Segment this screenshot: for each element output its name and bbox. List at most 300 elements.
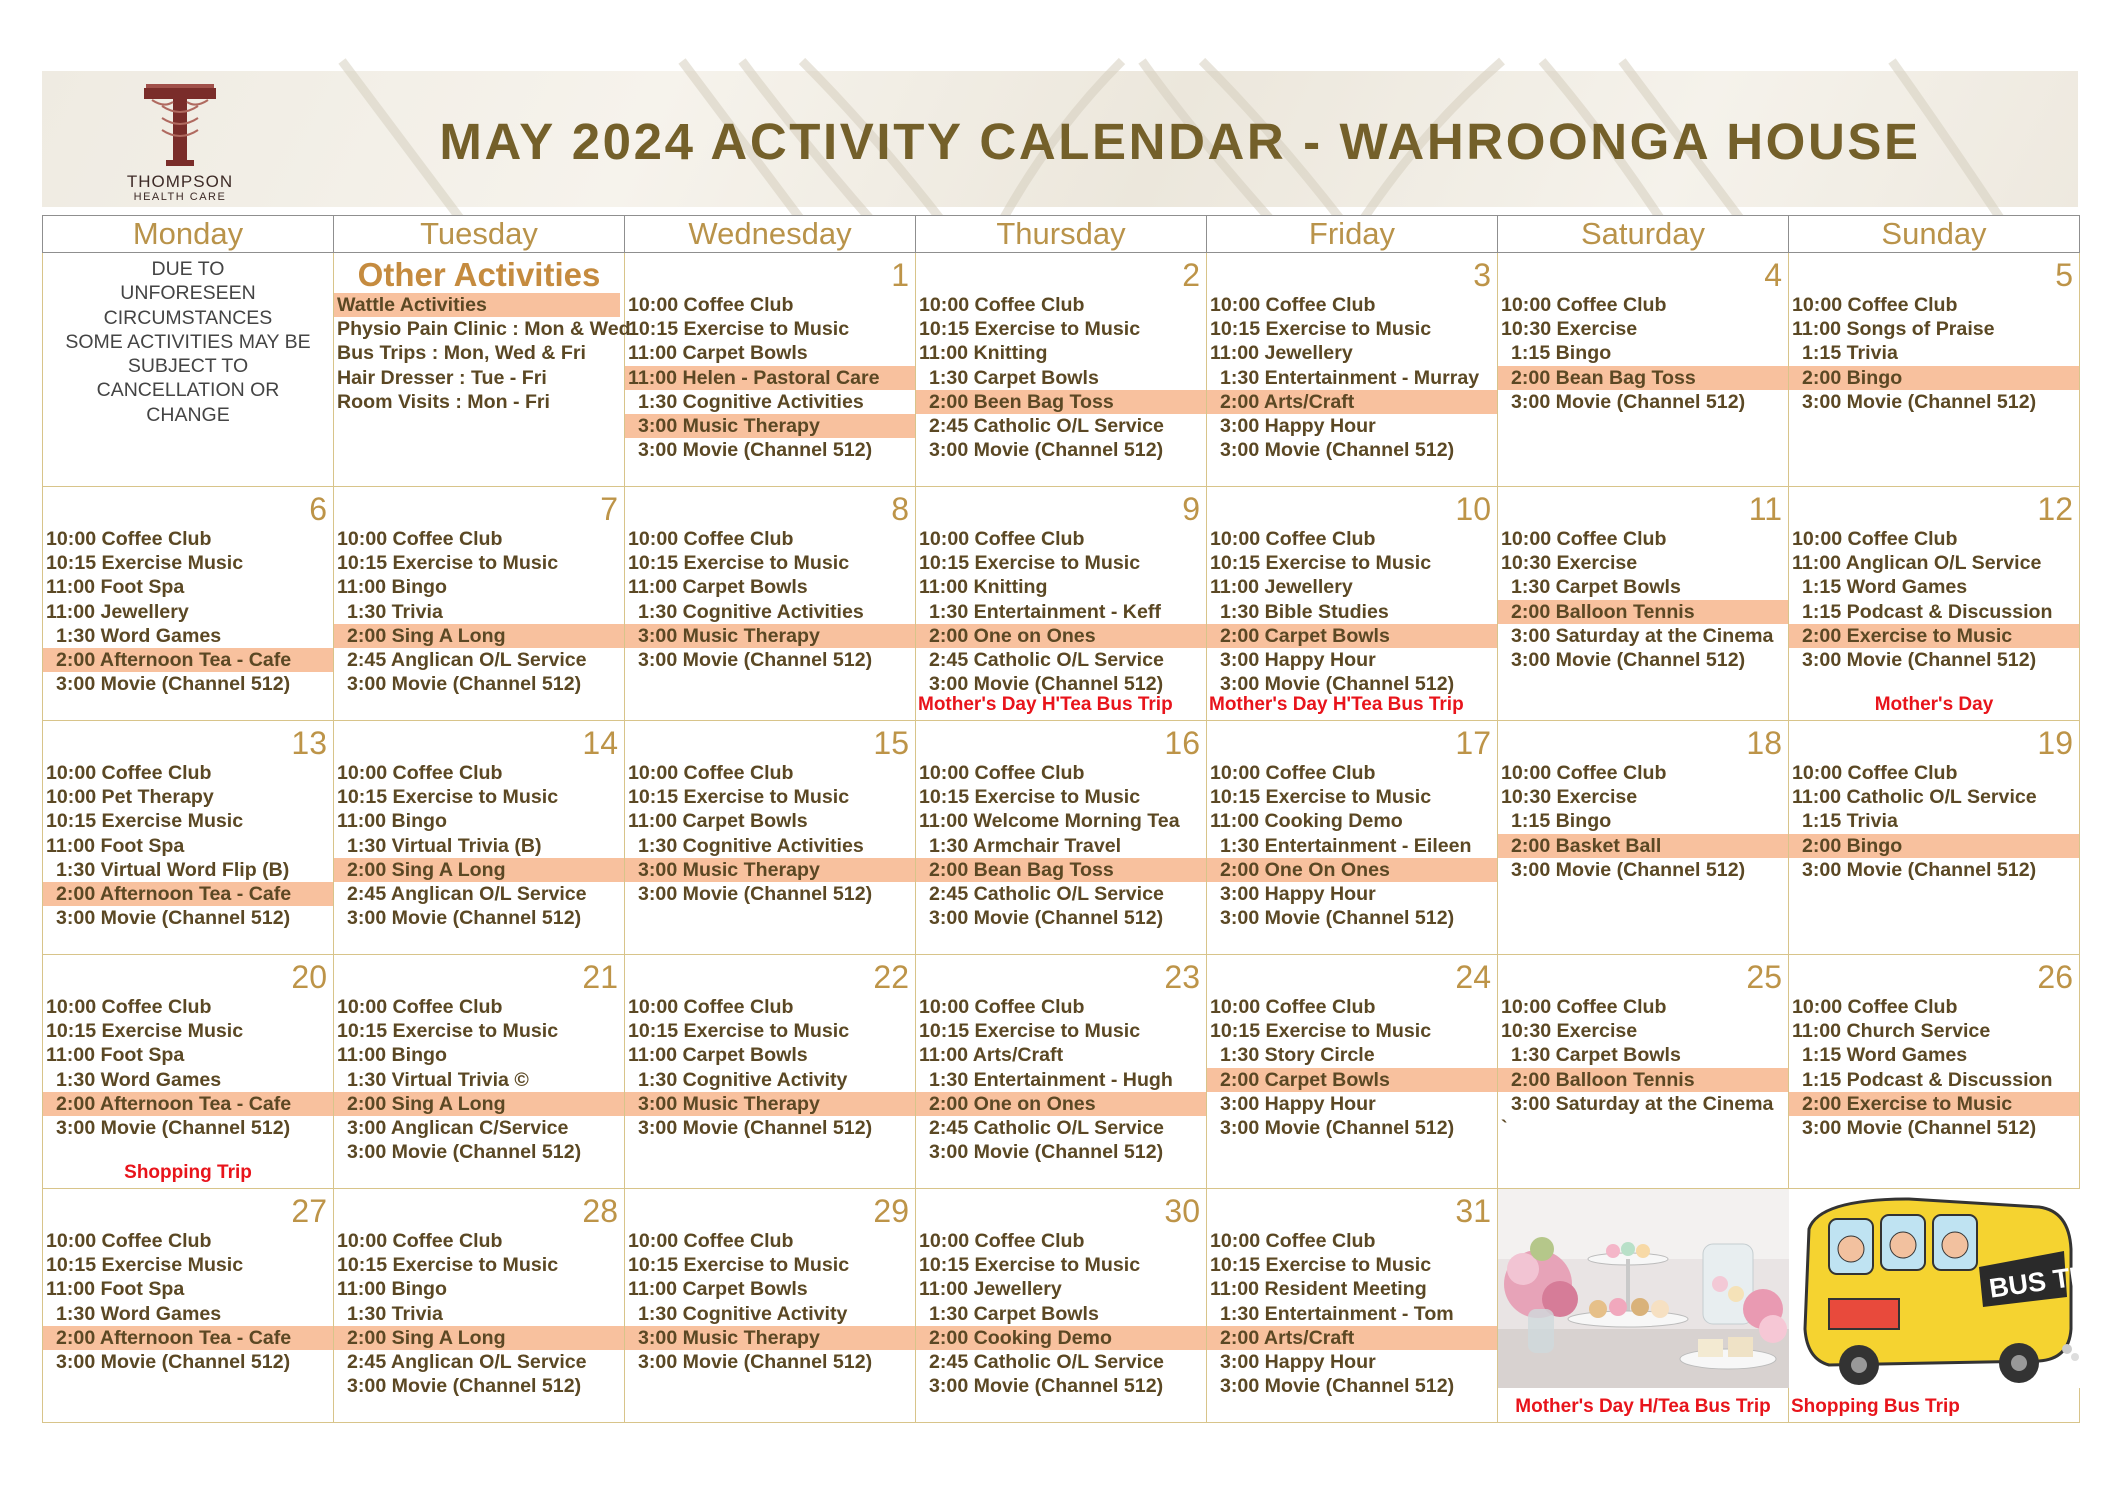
activity-item: 10:15 Exercise to Music [1210, 318, 1432, 341]
activity-item: 11:00 Resident Meeting [1210, 1278, 1427, 1301]
weekday-header: Monday [43, 216, 334, 253]
activity-item: 10:00 Coffee Club [1792, 528, 1958, 550]
activity-item: 1:30 Virtual Trivia (B) [347, 834, 542, 857]
svg-text:BUS TRIP: BUS TRIP [1987, 1256, 2116, 1304]
activity-item: 2:00 One on Ones [916, 1092, 1206, 1116]
activity-item: 3:00 Movie (Channel 512) [929, 439, 1164, 462]
activity-item: 2:00 Sing A Long [334, 624, 624, 648]
activity-item: 10:00 Coffee Club [1792, 996, 1958, 1018]
activity-item: 1:15 Podcast & Discussion [1802, 600, 2053, 623]
activity-item: 2:00 Arts/Craft [1207, 390, 1497, 414]
activity-item: 3:00 Happy Hour [1220, 882, 1376, 905]
activity-item: 11:00 Foot Spa [46, 834, 185, 857]
activity-item: 10:15 Exercise to Music [337, 552, 559, 575]
activity-item: 1:15 Bingo [1511, 810, 1612, 833]
other-activity-item: Room Visits : Mon - Fri [337, 390, 550, 413]
activity-item: 11:00 Foot Spa [46, 1044, 185, 1067]
activity-item: 1:15 Podcast & Discussion [1802, 1068, 2053, 1091]
activity-item: 3:00 Movie (Channel 512) [929, 1141, 1164, 1164]
weekday-header: Wednesday [625, 216, 916, 253]
bus-trip-cartoon [1789, 1189, 2116, 1388]
day-number: 22 [873, 959, 909, 995]
activity-item: 11:00 Cooking Demo [1210, 810, 1403, 833]
activity-item: 3:00 Movie (Channel 512) [347, 673, 582, 696]
activity-item: 2:00 Cooking Demo [916, 1326, 1206, 1350]
activity-item: 3:00 Movie (Channel 512) [929, 907, 1164, 930]
activity-item: 1:30 Cognitive Activity [638, 1068, 848, 1091]
activity-item: 11:00 Bingo [337, 576, 447, 599]
day-number: 7 [600, 491, 618, 527]
weekday-header: Thursday [916, 216, 1207, 253]
activity-item: 1:30 Carpet Bowls [1511, 576, 1681, 599]
weekday-header: Tuesday [334, 216, 625, 253]
activity-item: 3:00 Music Therapy [625, 1326, 915, 1350]
day-number: 31 [1455, 1193, 1491, 1229]
activity-item: 11:00 Songs of Praise [1792, 318, 1995, 341]
activity-item: 10:15 Exercise to Music [628, 552, 850, 575]
activity-item: 10:00 Coffee Club [1501, 528, 1667, 550]
activity-item: 3:00 Happy Hour [1220, 648, 1376, 671]
activity-item: 11:00 Jewellery [1210, 576, 1353, 599]
day-number: 20 [291, 959, 327, 995]
day-number: 14 [582, 725, 618, 761]
activity-item: 10:00 Coffee Club [337, 762, 503, 784]
activity-item: 11:00 Welcome Morning Tea [919, 810, 1180, 833]
activity-item: 2:00 Carpet Bowls [1207, 1068, 1497, 1092]
week-row [43, 1189, 2080, 1423]
other-activity-item: Bus Trips : Mon, Wed & Fri [337, 342, 586, 365]
day-cell [1207, 253, 1498, 487]
day-number: 10 [1455, 491, 1491, 527]
trip-note: Mother's Day [1874, 694, 1994, 715]
activity-item: 2:00 Afternoon Tea - Cafe [43, 648, 333, 672]
activity-item: 3:00 Movie (Channel 512) [1511, 390, 1746, 413]
activity-item: 10:15 Exercise to Music [919, 552, 1141, 575]
day-number: 26 [2037, 959, 2073, 995]
activity-item: 10:15 Exercise to Music [1210, 1254, 1432, 1277]
activity-item: 10:00 Coffee Club [919, 996, 1085, 1018]
activity-item: 3:00 Saturday at the Cinema [1511, 1092, 1774, 1115]
activity-item: 10:00 Coffee Club [1501, 996, 1667, 1018]
day-number: 9 [1182, 491, 1200, 527]
activity-item: 1:15 Trivia [1802, 342, 1898, 365]
day-cell [1789, 487, 2080, 721]
activity-item: 1:30 Virtual Trivia © [347, 1068, 529, 1091]
activity-item: 10:00 Coffee Club [1792, 294, 1958, 316]
activity-item: 10:00 Coffee Club [1210, 294, 1376, 316]
activity-item: 10:30 Exercise [1501, 1020, 1638, 1043]
page-title: MAY 2024 ACTIVITY CALENDAR - WAHROONGA HOUSE [439, 113, 1921, 170]
activity-item: 3:00 Movie (Channel 512) [929, 673, 1164, 696]
activity-item: 3:00 Movie (Channel 512) [347, 1375, 582, 1398]
day-cell [1207, 1189, 1498, 1423]
activity-item: 2:45 Anglican O/L Service [347, 648, 587, 671]
activity-item: 11:00 Jewellery [1210, 342, 1353, 365]
activity-item: 3:00 Movie (Channel 512) [638, 439, 873, 462]
activity-item: 10:00 Coffee Club [919, 762, 1085, 784]
activity-item: 10:00 Coffee Club [628, 528, 794, 550]
day-number: 21 [582, 959, 618, 995]
day-cell [916, 487, 1207, 721]
activity-item: 3:00 Movie (Channel 512) [347, 1141, 582, 1164]
calendar-grid [42, 215, 2116, 1423]
day-cell [1498, 955, 1789, 1189]
activity-item: 3:00 Movie (Channel 512) [638, 1350, 873, 1373]
day-cell [334, 487, 625, 721]
activity-item: 2:00 Balloon Tennis [1498, 1068, 1788, 1092]
day-cell [43, 487, 334, 721]
activity-item: 11:00 Arts/Craft [919, 1044, 1064, 1067]
notice-line: CANCELLATION OR [96, 379, 280, 402]
activity-item: 2:00 One on Ones [916, 624, 1206, 648]
activity-item: 10:00 Coffee Club [1210, 1230, 1376, 1252]
day-cell [43, 721, 334, 955]
activity-item: 2:00 Sing A Long [334, 1092, 624, 1116]
activity-item: 11:00 Carpet Bowls [628, 342, 808, 365]
day-number: 28 [582, 1193, 618, 1229]
day-cell [1207, 955, 1498, 1189]
activity-item: 11:00 Foot Spa [46, 1278, 185, 1301]
activity-item: 10:00 Coffee Club [1501, 294, 1667, 316]
activity-item: 10:15 Exercise Music [46, 1254, 244, 1277]
activity-item: 3:00 Happy Hour [1220, 1092, 1376, 1115]
activity-item: 10:15 Exercise to Music [919, 786, 1141, 809]
activity-item: 3:00 Movie (Channel 512) [56, 1116, 291, 1139]
day-cell [916, 253, 1207, 487]
activity-item: 1:30 Trivia [347, 600, 443, 623]
activity-item: 3:00 Happy Hour [1220, 1350, 1376, 1373]
logo-subtitle: HEALTH CARE [133, 191, 227, 203]
activity-item: 3:00 Movie (Channel 512) [56, 673, 291, 696]
activity-item: 1:30 Cognitive Activities [638, 390, 864, 413]
activity-item: 10:15 Exercise to Music [337, 1020, 559, 1043]
weekday-header-row [43, 216, 2080, 253]
other-activities-cell [334, 253, 631, 487]
day-cell [625, 253, 916, 487]
activity-item: 3:00 Movie (Channel 512) [929, 1375, 1164, 1398]
other-activities-heading: Other Activities [357, 256, 601, 293]
activity-item: 11:00 Bingo [337, 1044, 447, 1067]
activity-item: 11:00 Catholic O/L Service [1792, 786, 2037, 809]
activity-item: 1:30 Entertainment - Keff [929, 600, 1161, 623]
day-cell [1789, 253, 2080, 487]
activity-item: 2:00 Bean Bag Toss [916, 858, 1206, 882]
activity-item: 3:00 Movie (Channel 512) [1220, 907, 1455, 930]
week-row [43, 487, 2080, 721]
activity-item: 11:00 Foot Spa [46, 576, 185, 599]
day-number: 8 [891, 491, 909, 527]
activity-item: 2:00 Carpet Bowls [1207, 624, 1497, 648]
activity-item: 10:00 Coffee Club [628, 996, 794, 1018]
activity-item: 1:15 Word Games [1802, 576, 1968, 599]
day-cell [1498, 253, 1789, 487]
activity-item: 1:30 Entertainment - Eileen [1220, 834, 1472, 857]
activity-item: 3:00 Movie (Channel 512) [56, 1350, 291, 1373]
day-cell [1789, 721, 2080, 955]
activity-item: 10:00 Coffee Club [1501, 762, 1667, 784]
activity-item: 2:00 Arts/Craft [1207, 1326, 1497, 1350]
activity-item: 1:15 Trivia [1802, 810, 1898, 833]
week-row [43, 721, 2080, 955]
activity-item: 3:00 Movie (Channel 512) [347, 907, 582, 930]
activity-item: 10:00 Coffee Club [628, 294, 794, 316]
day-cell [625, 1189, 916, 1423]
activity-item: 11:00 Carpet Bowls [628, 1278, 808, 1301]
activity-item: 3:00 Movie (Channel 512) [1220, 1375, 1455, 1398]
activity-item: 11:00 Carpet Bowls [628, 576, 808, 599]
trip-caption: Mother's Day H/Tea Bus Trip [1515, 1396, 1771, 1417]
day-number: 23 [1164, 959, 1200, 995]
activity-item: 10:15 Exercise Music [46, 810, 244, 833]
activity-item: 2:00 Sing A Long [334, 858, 624, 882]
other-activity-item: Wattle Activities [334, 293, 620, 317]
activity-item: 10:00 Coffee Club [919, 294, 1085, 316]
activity-item: 10:00 Coffee Club [46, 996, 212, 1018]
day-cell [1789, 955, 2080, 1189]
day-number: 5 [2055, 257, 2073, 293]
activity-item: 1:30 Cognitive Activities [638, 834, 864, 857]
day-cell [916, 721, 1207, 955]
activity-item: 11:00 Church Service [1792, 1020, 1991, 1043]
activity-item: 2:00 Been Bag Toss [916, 390, 1206, 414]
day-cell [625, 487, 916, 721]
activity-item: 10:15 Exercise to Music [919, 1020, 1141, 1043]
activity-item: 3:00 Anglican C/Service [347, 1116, 569, 1139]
day-number: 17 [1455, 725, 1491, 761]
activity-item: 1:15 Word Games [1802, 1044, 1968, 1067]
activity-item: 3:00 Music Therapy [625, 858, 915, 882]
activity-item: 2:00 Bean Bag Toss [1498, 366, 1788, 390]
activity-item: 10:15 Exercise Music [46, 1020, 244, 1043]
activity-item: 3:00 Movie (Channel 512) [56, 907, 291, 930]
picture-cell [1789, 1189, 2116, 1423]
activity-item: 1:30 Carpet Bowls [929, 366, 1099, 389]
activity-item: 3:00 Movie (Channel 512) [638, 1116, 873, 1139]
trip-note: Mother's Day H'Tea Bus Trip [918, 694, 1173, 715]
week-row [43, 253, 2080, 487]
activity-item: 2:00 Afternoon Tea - Cafe [43, 1326, 333, 1350]
activity-item: 10:00 Pet Therapy [46, 786, 214, 809]
activity-item: 11:00 Bingo [337, 1278, 447, 1301]
activity-item: 1:30 Entertainment - Murray [1220, 366, 1480, 389]
activity-item: 1:30 Entertainment - Hugh [929, 1068, 1173, 1091]
other-activity-item: Hair Dresser : Tue - Fri [337, 366, 547, 389]
day-number: 30 [1164, 1193, 1200, 1229]
activity-item: 10:00 Coffee Club [1792, 762, 1958, 784]
day-cell [43, 955, 334, 1189]
activity-item: 3:00 Music Therapy [625, 414, 915, 438]
activity-item: 1:30 Cognitive Activities [638, 600, 864, 623]
activity-item: 2:00 Exercise to Music [1789, 624, 2079, 648]
activity-item: 10:30 Exercise [1501, 786, 1638, 809]
activity-item: 10:00 Coffee Club [337, 528, 503, 550]
activity-item: 10:00 Coffee Club [46, 528, 212, 550]
activity-item: 1:30 Word Games [56, 624, 222, 647]
activity-item: 3:00 Movie (Channel 512) [1802, 390, 2037, 413]
activity-item: 10:00 Coffee Club [919, 1230, 1085, 1252]
weekday-header: Saturday [1498, 216, 1789, 253]
weekday-header: Friday [1207, 216, 1498, 253]
activity-item: 3:00 Movie (Channel 512) [1511, 858, 1746, 881]
activity-item: 10:15 Exercise to Music [628, 1020, 850, 1043]
activity-item: 11:00 Jewellery [46, 600, 189, 623]
day-cell [334, 721, 625, 955]
activity-item: 11:00 Carpet Bowls [628, 1044, 808, 1067]
day-cell [625, 955, 916, 1189]
activity-item: 3:00 Movie (Channel 512) [1802, 648, 2037, 671]
activity-item: 1:30 Virtual Word Flip (B) [56, 858, 290, 881]
day-cell [334, 1189, 625, 1423]
activity-item: 10:00 Coffee Club [1210, 528, 1376, 550]
activity-item: 1:30 Armchair Travel [929, 834, 1122, 857]
activity-item: 1:30 Carpet Bowls [929, 1302, 1099, 1325]
day-number: 2 [1182, 257, 1200, 293]
day-cell [916, 1189, 1207, 1423]
activity-item: 10:15 Exercise to Music [1210, 552, 1432, 575]
day-number: 27 [291, 1193, 327, 1229]
day-cell [1207, 487, 1498, 721]
activity-item: 2:00 Sing A Long [334, 1326, 624, 1350]
activity-item: 10:00 Coffee Club [628, 1230, 794, 1252]
day-cell [916, 955, 1207, 1189]
day-cell [1498, 721, 1789, 955]
activity-item: 2:00 One On Ones [1207, 858, 1497, 882]
day-number: 13 [291, 725, 327, 761]
activity-item: 10:00 Coffee Club [46, 1230, 212, 1252]
activity-item: 10:15 Exercise to Music [919, 318, 1141, 341]
high-tea-photo [1498, 1189, 1789, 1388]
activity-item: 2:00 Balloon Tennis [1498, 600, 1788, 624]
activity-item: 1:30 Bible Studies [1220, 600, 1389, 623]
cancellation-notice [43, 253, 333, 427]
day-cell [334, 955, 625, 1189]
activity-item: 1:30 Entertainment - Tom [1220, 1302, 1454, 1325]
activity-item: 2:00 Afternoon Tea - Cafe [43, 882, 333, 906]
activity-item: 2:00 Bingo [1789, 834, 2079, 858]
activity-item: 1:30 Carpet Bowls [1511, 1044, 1681, 1067]
activity-item: 10:00 Coffee Club [1210, 996, 1376, 1018]
activity-item: 10:15 Exercise to Music [337, 1254, 559, 1277]
activity-item: 2:45 Catholic O/L Service [929, 1116, 1164, 1139]
day-number: 12 [2037, 491, 2073, 527]
activity-item: 10:15 Exercise to Music [628, 786, 850, 809]
logo-name: THOMPSON [126, 172, 234, 191]
day-number: 16 [1164, 725, 1200, 761]
picture-cell [1498, 1189, 1789, 1423]
activity-item: ` [1501, 1116, 1508, 1139]
day-number: 15 [873, 725, 909, 761]
notice-cell [43, 253, 334, 487]
activity-item: 10:00 Coffee Club [628, 762, 794, 784]
day-number: 29 [873, 1193, 909, 1229]
activity-item: 11:00 Carpet Bowls [628, 810, 808, 833]
day-cell [625, 721, 916, 955]
activity-item: 10:30 Exercise [1501, 318, 1638, 341]
trip-caption: Shopping Bus Trip [1791, 1396, 1960, 1417]
activity-item: 3:00 Movie (Channel 512) [1511, 648, 1746, 671]
notice-line: CIRCUMSTANCES [103, 306, 273, 329]
notice-line: SUBJECT TO [127, 355, 249, 378]
day-number: 6 [309, 491, 327, 527]
activity-item: 11:00 Helen - Pastoral Care [625, 366, 915, 390]
activity-item: 10:00 Coffee Club [1210, 762, 1376, 784]
activity-item: 2:45 Anglican O/L Service [347, 882, 587, 905]
activity-item: 2:45 Anglican O/L Service [347, 1350, 587, 1373]
activity-item: 1:30 Trivia [347, 1302, 443, 1325]
day-number: 18 [1746, 725, 1782, 761]
day-number: 11 [1748, 491, 1782, 527]
week-row [43, 955, 2080, 1189]
activity-item: 2:00 Basket Ball [1498, 834, 1788, 858]
activity-item: 3:00 Music Therapy [625, 624, 915, 648]
day-number: 3 [1473, 257, 1491, 293]
activity-item: 11:00 Knitting [919, 576, 1048, 599]
activity-item: 1:30 Story Circle [1220, 1044, 1375, 1067]
day-cell [43, 1189, 334, 1423]
activity-item: 3:00 Movie (Channel 512) [638, 882, 873, 905]
activity-item: 11:00 Knitting [919, 342, 1048, 365]
activity-item: 10:00 Coffee Club [919, 528, 1085, 550]
activity-item: 10:30 Exercise [1501, 552, 1638, 575]
day-number: 1 [891, 257, 909, 293]
activity-item: 2:45 Catholic O/L Service [929, 414, 1164, 437]
activity-item: 1:15 Bingo [1511, 342, 1612, 365]
activity-item: 10:15 Exercise to Music [628, 1254, 850, 1277]
activity-item: 10:15 Exercise to Music [919, 1254, 1141, 1277]
activity-item: 2:00 Afternoon Tea - Cafe [43, 1092, 333, 1116]
notice-line: UNFORESEEN [120, 282, 256, 305]
activity-item: 3:00 Movie (Channel 512) [1802, 1116, 2037, 1139]
activity-item: 2:45 Catholic O/L Service [929, 882, 1164, 905]
activity-item: 3:00 Music Therapy [625, 1092, 915, 1116]
day-cell [1498, 487, 1789, 721]
activity-item: 10:00 Coffee Club [46, 762, 212, 784]
activity-item: 11:00 Bingo [337, 810, 447, 833]
activity-item: 10:15 Exercise to Music [1210, 1020, 1432, 1043]
notice-line: DUE TO [151, 258, 225, 280]
activity-item: 10:15 Exercise to Music [628, 318, 850, 341]
activity-item: 10:15 Exercise Music [46, 552, 244, 575]
day-number: 19 [2037, 725, 2073, 761]
notice-line: CHANGE [146, 403, 230, 426]
activity-item: 2:45 Catholic O/L Service [929, 648, 1164, 671]
day-number: 25 [1746, 959, 1782, 995]
activity-item: 3:00 Happy Hour [1220, 414, 1376, 437]
trip-note: Shopping Trip [124, 1162, 252, 1183]
activity-item: 1:30 Word Games [56, 1068, 222, 1091]
activity-item: 3:00 Movie (Channel 512) [1220, 1116, 1455, 1139]
thompson-logo [100, 84, 260, 204]
weekday-header: Sunday [1789, 216, 2080, 253]
activity-item: 1:30 Cognitive Activity [638, 1302, 848, 1325]
activity-item: 1:30 Word Games [56, 1302, 222, 1325]
day-number: 4 [1764, 257, 1782, 293]
activity-item: 10:00 Coffee Club [337, 996, 503, 1018]
activity-item: 11:00 Jewellery [919, 1278, 1062, 1301]
caduceus-t-icon [144, 84, 216, 170]
notice-line: SOME ACTIVITIES MAY BE [65, 330, 311, 353]
activity-item: 2:00 Bingo [1789, 366, 2079, 390]
activity-item: 2:45 Catholic O/L Service [929, 1350, 1164, 1373]
activity-item: 3:00 Movie (Channel 512) [638, 648, 873, 671]
activity-item: 3:00 Saturday at the Cinema [1511, 624, 1774, 647]
activity-item: 10:15 Exercise to Music [337, 786, 559, 809]
activity-item: 3:00 Movie (Channel 512) [1220, 439, 1455, 462]
day-cell [1207, 721, 1498, 955]
day-number: 24 [1455, 959, 1491, 995]
activity-item: 11:00 Anglican O/L Service [1792, 552, 2042, 575]
trip-note: Mother's Day H'Tea Bus Trip [1209, 694, 1464, 715]
